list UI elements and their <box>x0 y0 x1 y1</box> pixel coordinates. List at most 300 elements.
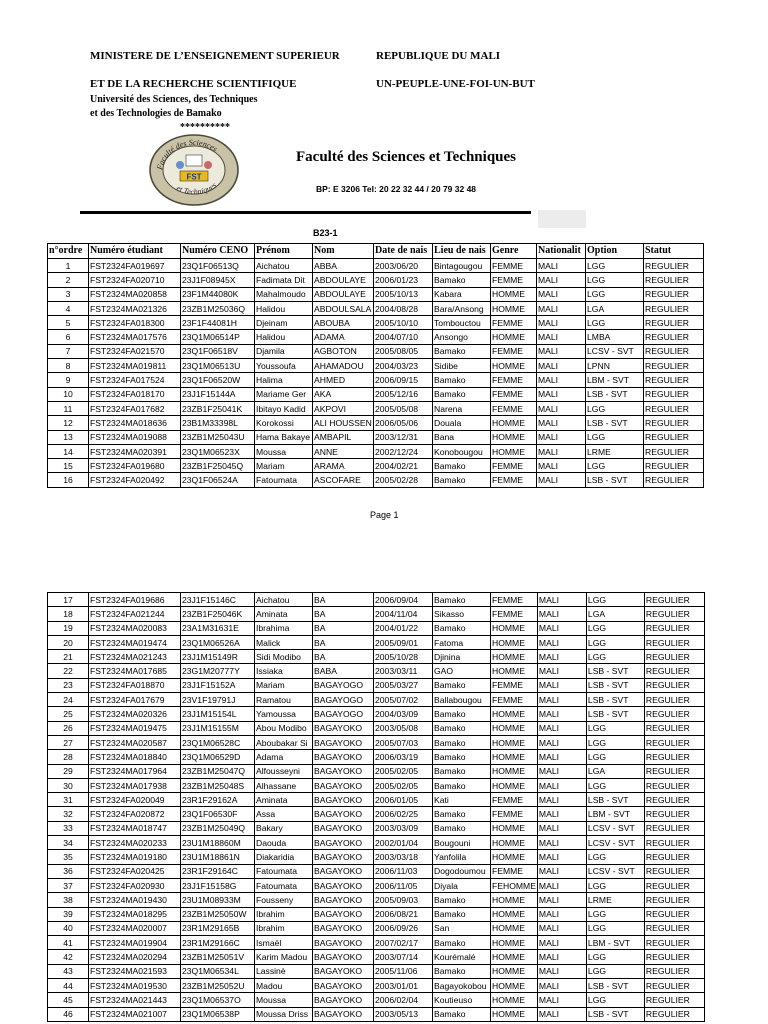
cell-gender: HOMME <box>491 330 537 344</box>
cell-first-name: Ismaël <box>255 936 313 950</box>
table-row <box>48 721 705 735</box>
cell-nationality: MALI <box>537 316 586 330</box>
cell-last-name: BAGAYOKO <box>313 921 374 935</box>
column-header-birth-date: Date de nais <box>374 244 433 259</box>
cell-first-name: Aminata <box>255 607 313 621</box>
cell-gender: HOMME <box>491 707 538 721</box>
cell-nationality: MALI <box>537 635 586 649</box>
cell-order: 3 <box>48 287 89 301</box>
cell-order: 46 <box>48 1007 89 1021</box>
cell-student-id: FST2324MA020294 <box>89 950 181 964</box>
cell-student-id: FST2324FA020710 <box>89 273 181 287</box>
cell-order: 44 <box>48 979 89 993</box>
cell-first-name: Halidou <box>255 301 313 315</box>
cell-last-name: BAGAYOKO <box>313 993 374 1007</box>
cell-first-name: Mariam <box>255 459 313 473</box>
cell-gender: FEMME <box>491 316 537 330</box>
cell-ceno-number: 23B1M33398L <box>181 416 255 430</box>
cell-birth-place: Bintagougou <box>433 259 491 273</box>
cell-order: 4 <box>48 301 89 315</box>
cell-status: REGULIER <box>644 259 704 273</box>
cell-last-name: ARAMA <box>313 459 374 473</box>
cell-gender: HOMME <box>491 821 538 835</box>
cell-birth-date: 2004/03/23 <box>374 359 433 373</box>
cell-last-name: BA <box>313 621 374 635</box>
cell-gender: FEMME <box>491 864 538 878</box>
cell-last-name: BAGAYOKO <box>313 850 374 864</box>
cell-student-id: FST2324FA020049 <box>89 793 181 807</box>
cell-last-name: ADAMA <box>313 330 374 344</box>
cell-option: LMBA <box>586 330 644 344</box>
cell-birth-date: 2005/08/05 <box>374 344 433 358</box>
cell-order: 20 <box>48 635 89 649</box>
svg-text:FST: FST <box>186 172 202 182</box>
cell-gender: HOMME <box>491 993 538 1007</box>
cell-birth-place: Ansongo <box>433 330 491 344</box>
cell-status: REGULIER <box>644 344 704 358</box>
cell-nationality: MALI <box>537 301 586 315</box>
cell-last-name: BAGAYOKO <box>313 907 374 921</box>
svg-text:Faculté des Sciences: Faculté des Sciences <box>155 137 220 171</box>
cell-gender: FEMME <box>491 344 537 358</box>
cell-last-name: BAGAYOKO <box>313 950 374 964</box>
cell-birth-date: 2003/03/18 <box>374 850 433 864</box>
cell-ceno-number: 23ZB1M25050W <box>181 907 255 921</box>
national-motto: UN-PEUPLE-UNE-FOI-UN-BUT <box>376 78 535 90</box>
cell-birth-place: Bamako <box>433 936 491 950</box>
cell-nationality: MALI <box>537 864 586 878</box>
cell-last-name: BAGAYOKO <box>313 878 374 892</box>
cell-status: REGULIER <box>644 330 704 344</box>
cell-option: LGG <box>586 921 644 935</box>
cell-birth-place: Ballabougou <box>433 693 491 707</box>
table-row <box>48 621 705 635</box>
table-row <box>48 259 704 273</box>
column-header-nationality: Nationalit <box>537 244 586 259</box>
cell-birth-place: Bamako <box>433 373 491 387</box>
cell-gender: FEMME <box>491 459 537 473</box>
republic-label: REPUBLIQUE DU MALI <box>376 50 501 62</box>
cell-first-name: Mariame Ger <box>255 387 313 401</box>
cell-ceno-number: 23Q1M06513U <box>181 359 255 373</box>
cell-option: LCSV - SVT <box>586 836 644 850</box>
cell-option: LGG <box>586 593 644 607</box>
cell-birth-date: 2006/02/25 <box>374 807 433 821</box>
cell-ceno-number: 23ZB1F25045Q <box>181 459 255 473</box>
cell-birth-place: Kati <box>433 793 491 807</box>
table-row <box>48 921 705 935</box>
cell-status: REGULIER <box>644 864 704 878</box>
cell-gender: HOMME <box>491 287 537 301</box>
cell-first-name: Fatoumata <box>255 473 313 487</box>
cell-gender: FEMME <box>491 807 538 821</box>
cell-student-id: FST2324MA017938 <box>89 778 181 792</box>
cell-ceno-number: 23R1F29164C <box>181 864 255 878</box>
cell-nationality: MALI <box>537 459 586 473</box>
cell-order: 22 <box>48 664 89 678</box>
cell-ceno-number: 23J1F15158G <box>181 878 255 892</box>
cell-nationality: MALI <box>537 950 586 964</box>
cell-birth-place: Bamako <box>433 593 491 607</box>
cell-nationality: MALI <box>537 678 586 692</box>
cell-first-name: Ibitayo Kadid <box>255 401 313 415</box>
cell-birth-place: Bana <box>433 430 491 444</box>
cell-order: 14 <box>48 444 89 458</box>
cell-first-name: Ibrahim <box>255 921 313 935</box>
cell-birth-date: 2004/11/04 <box>374 607 433 621</box>
table-row <box>48 936 705 950</box>
cell-status: REGULIER <box>644 707 704 721</box>
cell-first-name: Madou <box>255 979 313 993</box>
cell-order: 23 <box>48 678 89 692</box>
cell-order: 34 <box>48 836 89 850</box>
cell-order: 19 <box>48 621 89 635</box>
cell-birth-place: Bamako <box>433 721 491 735</box>
cell-birth-place: Bamako <box>433 678 491 692</box>
cell-option: LGA <box>586 301 644 315</box>
cell-student-id: FST2324FA021244 <box>89 607 181 621</box>
cell-student-id: FST2324FA020872 <box>89 807 181 821</box>
cell-student-id: FST2324MA020233 <box>89 836 181 850</box>
cell-birth-place: Bamako <box>433 1007 491 1021</box>
cell-status: REGULIER <box>644 964 704 978</box>
cell-first-name: Mariam <box>255 678 313 692</box>
column-header-status: Statut <box>644 244 704 259</box>
table-row <box>48 287 704 301</box>
header-divider <box>80 211 531 214</box>
cell-option: LSB - SVT <box>586 387 644 401</box>
cell-birth-date: 2004/01/22 <box>374 621 433 635</box>
cell-birth-date: 2003/03/11 <box>374 664 433 678</box>
cell-birth-date: 2003/05/13 <box>374 1007 433 1021</box>
cell-ceno-number: 23R1M29165B <box>181 921 255 935</box>
cell-first-name: Halidou <box>255 330 313 344</box>
cell-birth-place: San <box>433 921 491 935</box>
cell-last-name: BAGAYOKO <box>313 807 374 821</box>
table-row <box>48 330 704 344</box>
cell-birth-date: 2006/03/19 <box>374 750 433 764</box>
cell-birth-date: 2003/12/31 <box>374 430 433 444</box>
cell-nationality: MALI <box>537 416 586 430</box>
cell-last-name: BA <box>313 650 374 664</box>
cell-order: 18 <box>48 607 89 621</box>
table-header-row <box>48 244 704 259</box>
cell-option: LSB - SVT <box>586 979 644 993</box>
cell-nationality: MALI <box>537 964 586 978</box>
cell-ceno-number: 23Q1M06529D <box>181 750 255 764</box>
cell-option: LGG <box>586 850 644 864</box>
cell-ceno-number: 23R1M29166C <box>181 936 255 950</box>
cell-ceno-number: 23Q1M06514P <box>181 330 255 344</box>
cell-birth-place: Bamako <box>433 750 491 764</box>
table-row <box>48 993 705 1007</box>
cell-gender: HOMME <box>491 721 538 735</box>
cell-first-name: Assa <box>255 807 313 821</box>
cell-nationality: MALI <box>537 993 586 1007</box>
cell-gender: HOMME <box>491 301 537 315</box>
cell-nationality: MALI <box>537 401 586 415</box>
cell-birth-date: 2006/02/04 <box>374 993 433 1007</box>
cell-status: REGULIER <box>644 979 704 993</box>
cell-first-name: Bakary <box>255 821 313 835</box>
cell-status: REGULIER <box>644 950 704 964</box>
cell-first-name: Ibrahim <box>255 907 313 921</box>
cell-order: 29 <box>48 764 89 778</box>
cell-birth-date: 2004/08/28 <box>374 301 433 315</box>
cell-student-id: FST2324FA019680 <box>89 459 181 473</box>
cell-option: LRME <box>586 893 644 907</box>
cell-status: REGULIER <box>644 607 704 621</box>
table-row <box>48 607 705 621</box>
cell-ceno-number: 23ZB1M25051V <box>181 950 255 964</box>
cell-last-name: BAGAYOKO <box>313 750 374 764</box>
cell-first-name: Sidi Modibo <box>255 650 313 664</box>
cell-birth-place: Yanfolila <box>433 850 491 864</box>
cell-nationality: MALI <box>537 593 586 607</box>
cell-first-name: Alhassane <box>255 778 313 792</box>
cell-status: REGULIER <box>644 316 704 330</box>
cell-last-name: BAGAYOKO <box>313 1007 374 1021</box>
cell-nationality: MALI <box>537 793 586 807</box>
cell-option: LGG <box>586 316 644 330</box>
cell-nationality: MALI <box>537 259 586 273</box>
cell-option: LSB - SVT <box>586 416 644 430</box>
table-row <box>48 807 705 821</box>
cell-birth-date: 2002/12/24 <box>374 444 433 458</box>
cell-last-name: AHAMADOU <box>313 359 374 373</box>
cell-first-name: Fatoumata <box>255 864 313 878</box>
cell-student-id: FST2324MA020858 <box>89 287 181 301</box>
cell-student-id: FST2324FA018170 <box>89 387 181 401</box>
cell-student-id: FST2324FA019686 <box>89 593 181 607</box>
cell-gender: FEMME <box>491 678 538 692</box>
cell-last-name: BAGAYOKO <box>313 721 374 735</box>
cell-gender: HOMME <box>491 1007 538 1021</box>
cell-last-name: BABA <box>313 664 374 678</box>
cell-status: REGULIER <box>644 273 704 287</box>
cell-order: 21 <box>48 650 89 664</box>
cell-student-id: FST2324MA021593 <box>89 964 181 978</box>
table-row <box>48 750 705 764</box>
cell-status: REGULIER <box>644 750 704 764</box>
cell-birth-date: 2003/07/14 <box>374 950 433 964</box>
contact-line: BP: E 3206 Tel: 20 22 32 44 / 20 79 32 48 <box>316 184 477 194</box>
cell-order: 39 <box>48 907 89 921</box>
cell-status: REGULIER <box>644 416 704 430</box>
cell-ceno-number: 23R1F29162A <box>181 793 255 807</box>
table-row <box>48 416 704 430</box>
cell-birth-date: 2006/09/26 <box>374 921 433 935</box>
cell-last-name: ABDOULAYE <box>313 287 374 301</box>
table-row <box>48 387 704 401</box>
cell-option: LGA <box>586 607 644 621</box>
cell-first-name: Abou Modibo <box>255 721 313 735</box>
table-row <box>48 273 704 287</box>
cell-ceno-number: 23A1M31631E <box>181 621 255 635</box>
cell-ceno-number: 23ZB1F25046K <box>181 607 255 621</box>
cell-last-name: ANNE <box>313 444 374 458</box>
cell-birth-place: Douala <box>433 416 491 430</box>
cell-status: REGULIER <box>644 693 704 707</box>
cell-student-id: FST2324MA017685 <box>89 664 181 678</box>
cell-student-id: FST2324MA018840 <box>89 750 181 764</box>
cell-last-name: BAGAYOKO <box>313 979 374 993</box>
cell-option: LSB - SVT <box>586 664 644 678</box>
cell-student-id: FST2324MA019474 <box>89 635 181 649</box>
cell-first-name: Moussa <box>255 993 313 1007</box>
cell-order: 33 <box>48 821 89 835</box>
cell-ceno-number: 23U1M18860M <box>181 836 255 850</box>
cell-option: LGG <box>586 778 644 792</box>
cell-last-name: BAGAYOGO <box>313 707 374 721</box>
cell-first-name: Mahalmoudo <box>255 287 313 301</box>
cell-birth-place: Bamako <box>433 387 491 401</box>
cell-student-id: FST2324MA021443 <box>89 993 181 1007</box>
cell-nationality: MALI <box>537 735 586 749</box>
cell-status: REGULIER <box>644 473 704 487</box>
cell-nationality: MALI <box>537 387 586 401</box>
cell-order: 10 <box>48 387 89 401</box>
cell-birth-place: Bamako <box>433 821 491 835</box>
cell-ceno-number: 23G1M20777Y <box>181 664 255 678</box>
cell-gender: HOMME <box>491 650 538 664</box>
cell-last-name: AMBAPIL <box>313 430 374 444</box>
cell-order: 43 <box>48 964 89 978</box>
cell-birth-place: Bamako <box>433 707 491 721</box>
cell-birth-place: Konobougou <box>433 444 491 458</box>
cell-student-id: FST2324MA019811 <box>89 359 181 373</box>
cell-last-name: BAGAYOKO <box>313 778 374 792</box>
cell-student-id: FST2324FA018300 <box>89 316 181 330</box>
cell-status: REGULIER <box>644 778 704 792</box>
cell-order: 15 <box>48 459 89 473</box>
cell-ceno-number: 23ZB1M25052U <box>181 979 255 993</box>
cell-order: 8 <box>48 359 89 373</box>
cell-birth-place: Bamako <box>433 273 491 287</box>
cell-gender: FEMME <box>491 401 537 415</box>
cell-option: LGG <box>586 459 644 473</box>
cell-nationality: MALI <box>537 373 586 387</box>
cell-last-name: AKA <box>313 387 374 401</box>
cell-gender: HOMME <box>491 750 538 764</box>
cell-status: REGULIER <box>644 301 704 315</box>
cell-student-id: FST2324MA019088 <box>89 430 181 444</box>
cell-status: REGULIER <box>644 444 704 458</box>
cell-status: REGULIER <box>644 721 704 735</box>
cell-nationality: MALI <box>537 1007 586 1021</box>
table-row <box>48 864 705 878</box>
cell-birth-place: Bamako <box>433 344 491 358</box>
cell-order: 13 <box>48 430 89 444</box>
cell-birth-date: 2003/01/01 <box>374 979 433 993</box>
cell-ceno-number: 23ZB1M25043U <box>181 430 255 444</box>
table-row <box>48 664 705 678</box>
cell-ceno-number: 23Q1M06534L <box>181 964 255 978</box>
cell-last-name: BAGAYOKO <box>313 821 374 835</box>
column-header-student-id: Numéro étudiant <box>89 244 181 259</box>
cell-last-name: AKPOVI <box>313 401 374 415</box>
cell-order: 30 <box>48 778 89 792</box>
cell-last-name: ABDOULSALA <box>313 301 374 315</box>
cell-order: 5 <box>48 316 89 330</box>
cell-ceno-number: 23Q1F06520W <box>181 373 255 387</box>
cell-option: LRME <box>586 444 644 458</box>
cell-gender: FEMME <box>491 473 537 487</box>
cell-status: REGULIER <box>644 359 704 373</box>
table-row <box>48 836 705 850</box>
cell-first-name: Fousseny <box>255 893 313 907</box>
cell-nationality: MALI <box>537 473 586 487</box>
cell-option: LGG <box>586 750 644 764</box>
cell-status: REGULIER <box>644 764 704 778</box>
cell-student-id: FST2324MA020007 <box>89 921 181 935</box>
cell-student-id: FST2324MA019904 <box>89 936 181 950</box>
cell-nationality: MALI <box>537 287 586 301</box>
cell-option: LGG <box>586 621 644 635</box>
cell-birth-date: 2004/02/21 <box>374 459 433 473</box>
cell-first-name: Moussa Driss <box>255 1007 313 1021</box>
cell-student-id: FST2324MA017576 <box>89 330 181 344</box>
cell-last-name: BAGAYOKO <box>313 893 374 907</box>
cell-gender: HOMME <box>491 735 538 749</box>
cell-first-name: Issiaka <box>255 664 313 678</box>
cell-gender: HOMME <box>491 893 538 907</box>
cell-nationality: MALI <box>537 664 586 678</box>
cell-order: 36 <box>48 864 89 878</box>
cell-option: LGA <box>586 764 644 778</box>
cell-status: REGULIER <box>644 807 704 821</box>
table-row <box>48 878 705 892</box>
cell-birth-place: Diyala <box>433 878 491 892</box>
cell-nationality: MALI <box>537 764 586 778</box>
cell-birth-date: 2006/08/21 <box>374 907 433 921</box>
cell-status: REGULIER <box>644 430 704 444</box>
cell-ceno-number: 23J1M15149R <box>181 650 255 664</box>
ministry-line-2: ET DE LA RECHERCHE SCIENTIFIQUE <box>90 78 297 90</box>
cell-order: 2 <box>48 273 89 287</box>
cell-nationality: MALI <box>537 621 586 635</box>
cell-nationality: MALI <box>537 707 586 721</box>
cell-birth-place: Bamako <box>433 893 491 907</box>
table-row <box>48 893 705 907</box>
cell-order: 38 <box>48 893 89 907</box>
cell-nationality: MALI <box>537 778 586 792</box>
cell-birth-place: Bamako <box>433 907 491 921</box>
cell-status: REGULIER <box>644 621 704 635</box>
cell-ceno-number: 23Q1M06538P <box>181 1007 255 1021</box>
cell-order: 35 <box>48 850 89 864</box>
cell-birth-date: 2005/10/13 <box>374 287 433 301</box>
cell-last-name: BAGAYOKO <box>313 864 374 878</box>
cell-student-id: FST2324MA020587 <box>89 735 181 749</box>
cell-ceno-number: 23Q1F06518V <box>181 344 255 358</box>
cell-nationality: MALI <box>537 850 586 864</box>
cell-birth-place: Djinina <box>433 650 491 664</box>
cell-nationality: MALI <box>537 430 586 444</box>
table-row <box>48 430 704 444</box>
cell-gender: FEMME <box>491 793 538 807</box>
cell-status: REGULIER <box>644 1007 704 1021</box>
cell-birth-date: 2005/05/08 <box>374 401 433 415</box>
cell-last-name: BA <box>313 635 374 649</box>
page-number: Page 1 <box>370 510 399 520</box>
cell-status: REGULIER <box>644 593 704 607</box>
cell-nationality: MALI <box>537 921 586 935</box>
cell-gender: HOMME <box>491 921 538 935</box>
table-row <box>48 707 705 721</box>
cell-order: 28 <box>48 750 89 764</box>
cell-last-name: AHMED <box>313 373 374 387</box>
